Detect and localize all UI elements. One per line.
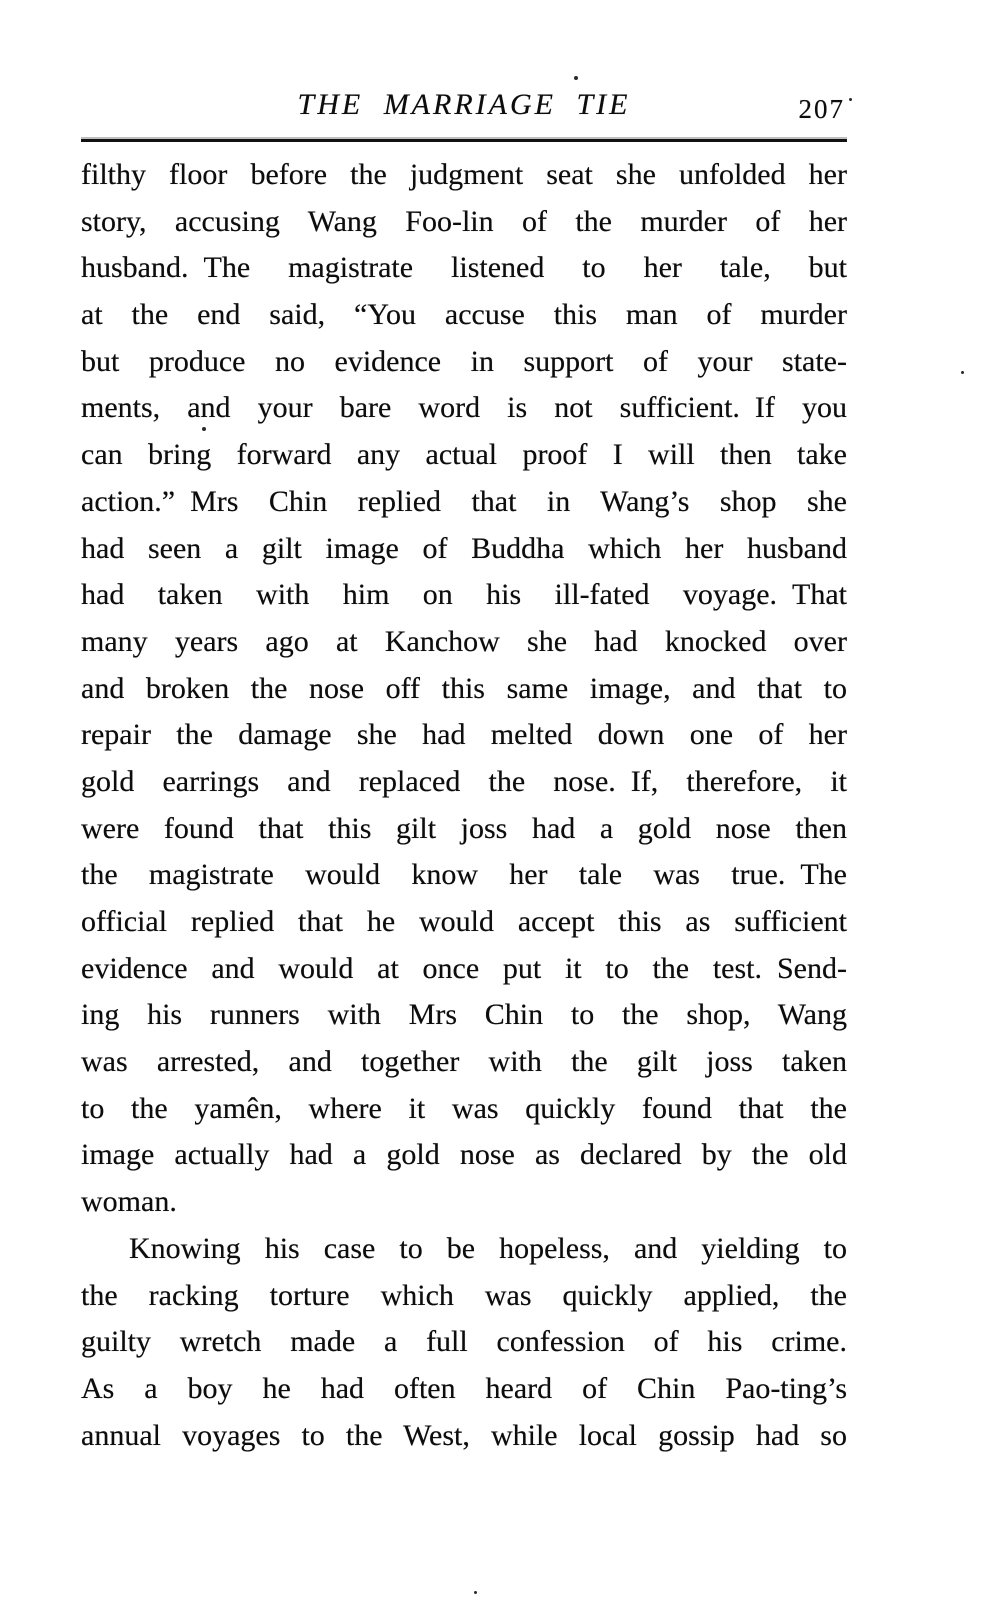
text-line: husband. The magistrate listened to her tale, but (81, 251, 847, 285)
text-line: at the end said, “You accuse this man of murder (81, 298, 847, 332)
text-line: story, accusing Wang Foo-lin of the murder of her (81, 204, 847, 238)
page-number: 207 (798, 94, 845, 124)
text-line: repair the damage she had melted down one of her (81, 718, 847, 752)
text-line: can bring forward any actual proof I will then take (81, 438, 847, 472)
text-line: gold earrings and replaced the nose. If, therefore, it (81, 764, 847, 798)
text-line: the racking torture which was quickly applied, the (81, 1278, 847, 1312)
text-line: evidence and would at once put it to the test. Send- (81, 951, 847, 985)
text-line: As a boy he had often heard of Chin Pao-ting’s (81, 1371, 847, 1405)
text-line: filthy floor before the judgment seat she unfolded her (81, 158, 847, 191)
text-line: official replied that he would accept this as sufficient (81, 905, 847, 938)
scan-speck (574, 76, 578, 80)
header-rule (81, 139, 847, 142)
scan-speck (849, 98, 852, 101)
text-line: image actually had a gold nose as declared by the old (81, 1138, 847, 1172)
text-line: the magistrate would know her tale was true. The (81, 858, 847, 892)
page-body (81, 152, 847, 1459)
text-line: action.” Mrs Chin replied that in Wang’s shop she (81, 484, 847, 518)
text-line: was arrested, and together with the gilt joss taken (81, 1045, 847, 1079)
text-line: Knowing his case to be hopeless, and yielding to (129, 1231, 847, 1265)
text-line: and broken the nose off this same image, and that to (81, 671, 847, 705)
scan-speck (961, 371, 964, 374)
text-line: to the yamên, where it was quickly found that the (81, 1091, 847, 1125)
text-line: annual voyages to the West, while local gossip had so (81, 1418, 847, 1452)
text-line: many years ago at Kanchow she had knocked over (81, 624, 847, 658)
scan-speck (474, 1591, 477, 1594)
text-line: guilty wretch made a full confession of his crime. (81, 1325, 847, 1359)
text-line: ments, and your bare word is not sufficient. If you (81, 391, 847, 425)
text-line: had taken with him on his ill-fated voyage. That (81, 578, 847, 612)
text-line: ing his runners with Mrs Chin to the shop, Wang (81, 998, 847, 1032)
text-line: woman. (81, 1185, 177, 1219)
running-head-title: THE MARRIAGE TIE (297, 88, 631, 121)
scan-speck (202, 427, 206, 431)
text-line: but produce no evidence in support of your state- (81, 344, 847, 378)
text-line: were found that this gilt joss had a gold nose then (81, 811, 847, 845)
running-head (81, 88, 847, 124)
text-line: had seen a gilt image of Buddha which her husband (81, 531, 847, 565)
